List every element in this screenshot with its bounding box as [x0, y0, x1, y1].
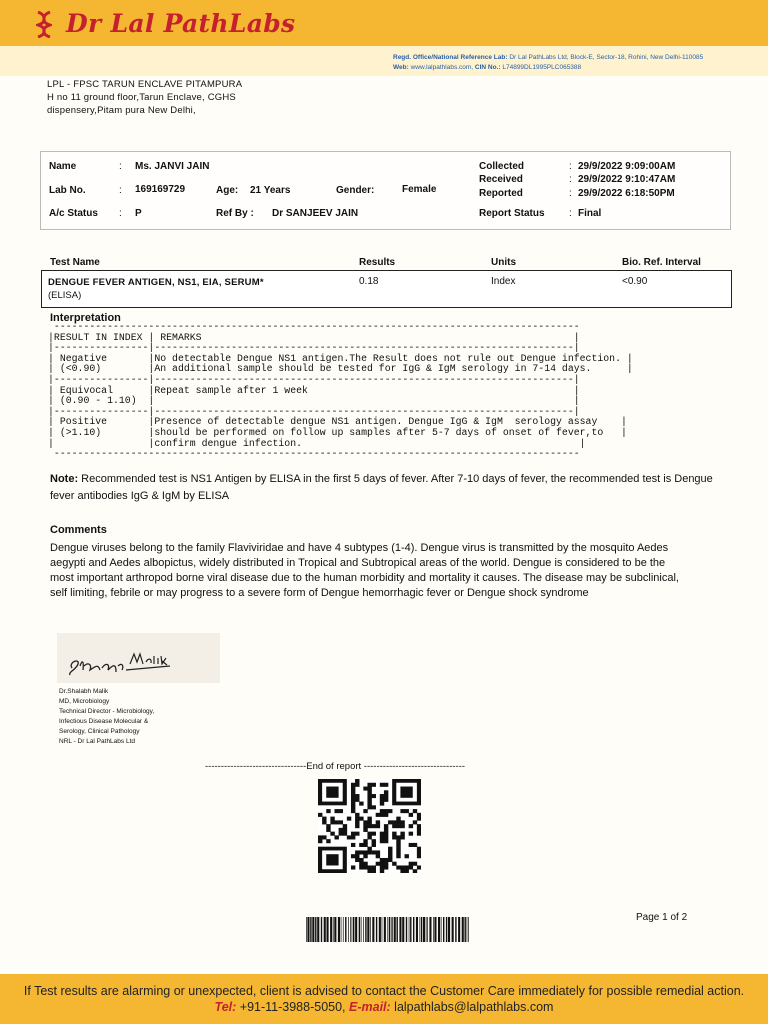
signatory-details: Dr.Shalabh Malik MD, Microbiology Technical Director - Microbiology, Infectious Disease Molecular & Serology, Clinical Pathology NRL - Dr Lal PathLabs Ltd	[59, 688, 155, 745]
patient-name: Ms. JANVI JAIN	[135, 161, 210, 172]
note-label: Note:	[50, 473, 79, 485]
colon: :	[119, 185, 122, 196]
result-units: Index	[491, 276, 516, 287]
footer-advisory: If Test results are alarming or unexpected, client is advised to contact the Customer Care immediately for possible remedial action.	[23, 984, 745, 998]
barcode-icon	[306, 917, 471, 942]
footer-phone: +91-11-3988-5050,	[236, 1000, 349, 1014]
result-value: 0.18	[359, 276, 379, 287]
lab-no-label: Lab No.	[49, 185, 86, 196]
colon: :	[569, 174, 572, 185]
comments-title: Comments	[50, 524, 107, 536]
registered-office: Regd. Office/National Reference Lab: Dr Lal PathLabs Ltd, Block-E, Sector-18, Rohini, New Delhi-110085 Web: www.lalpathlabs.com, CIN No.: L74899DL1995PLC065388	[393, 54, 704, 71]
colon: :	[569, 188, 572, 199]
received-value: 29/9/2022 9:10:47AM	[578, 174, 676, 185]
colon: :	[119, 208, 122, 219]
received-label: Received	[479, 174, 523, 185]
comments-text: Dengue viruses belong to the family Flaviviridae and have 4 subtypes (1-4). Dengue virus is transmitted by the mosquito Aedes aegypti and Aedes albopictus, widely distributed in Tropical and Subtropical areas of the world. Dengue is considered to be the most important arthropod borne viral disease due to the human morbidity and mortality it causes. The disease may be subclinical, self limiting, febrile or may progress to a severe form of Dengue hemorrhagic fever or Dengue shock syndrome	[50, 542, 679, 599]
test-name: DENGUE FEVER ANTIGEN, NS1, EIA, SERUM*	[48, 277, 264, 288]
lab-no-value: 169169729	[135, 184, 186, 195]
note	[50, 471, 740, 505]
col-header-units: Units	[491, 257, 516, 268]
name-label: Name	[49, 161, 77, 172]
interpretation-table: ----------------------------------------------------------------------------------------- |RESULT IN INDEX | REMARKS | |----------------|-----------------------------------------------------------------------| | Negative |No detectable Dengue NS1 antigen.The Result does not rule out Dengue infection. | | (<0.90) |An additional sample should be tested for IgG & IgM serology in 7-14 days. | |----------------|-----------------------------------------------------------------------| | Equivocal |Repeat sample after 1 week | | (0.90 - 1.10) | | |----------------|-----------------------------------------------------------------------| | Positive |Presence of detectable dengue NS1 antigen. Dengue IgG & IgM serology assay | | (>1.10) |should be performed on follow up samples after 5-7 days of onset of fever,to | | |confirm dengue infection. | -----------------------------------------------------------------------------------------	[48, 321, 633, 460]
gender-value: Female	[402, 184, 437, 195]
gender-label: Gender:	[336, 185, 375, 196]
col-header-ref-interval: Bio. Ref. Interval	[622, 257, 701, 268]
end-of-report: --------------------------------End of report --------------------------------	[205, 761, 466, 772]
qr-code-icon	[318, 779, 421, 873]
signature-image	[66, 648, 176, 680]
reported-value: 29/9/2022 6:18:50PM	[578, 188, 675, 199]
collected-value: 29/9/2022 9:09:00AM	[578, 161, 676, 172]
page-number: Page 1 of 2	[636, 912, 688, 923]
collected-label: Collected	[479, 161, 525, 172]
report-status-value: Final	[578, 208, 602, 219]
report-status-label: Report Status	[479, 208, 545, 219]
age-label: Age:	[216, 185, 239, 196]
footer-contact: Tel: +91-11-3988-5050, E-mail: lalpathlabs@lalpathlabs.com	[214, 1000, 554, 1014]
interpretation-title: Interpretation	[50, 312, 121, 324]
result-ref-interval: <0.90	[622, 276, 648, 287]
ref-by-label: Ref By :	[216, 208, 254, 219]
col-header-test-name: Test Name	[50, 257, 100, 268]
age-value: 21 Years	[250, 185, 291, 196]
test-method: (ELISA)	[48, 290, 82, 301]
colon: :	[569, 208, 572, 219]
reported-label: Reported	[479, 188, 523, 199]
note-text: Recommended test is NS1 Antigen by ELISA in the first 5 days of fever. After 7-10 days of fever, the recommended test is Dengue fever antibodies IgG & IgM by ELISA	[50, 473, 713, 502]
brand-logo: Dr Lal PathLabs	[66, 9, 296, 38]
col-header-results: Results	[359, 257, 396, 268]
ac-status-label: A/c Status	[49, 208, 98, 219]
ref-by-value: Dr SANJEEV JAIN	[272, 208, 359, 219]
colon: :	[569, 161, 572, 172]
colon: :	[119, 161, 122, 172]
dna-logo-icon	[36, 10, 52, 38]
collection-centre-address: LPL - FPSC TARUN ENCLAVE PITAMPURA H no 11 ground floor,Tarun Enclave, CGHS dispensery,Pitam pura New Delhi,	[47, 79, 243, 116]
footer-bar	[0, 974, 768, 1024]
ac-status-value: P	[135, 208, 142, 219]
footer-email: lalpathlabs@lalpathlabs.com	[390, 1000, 554, 1014]
